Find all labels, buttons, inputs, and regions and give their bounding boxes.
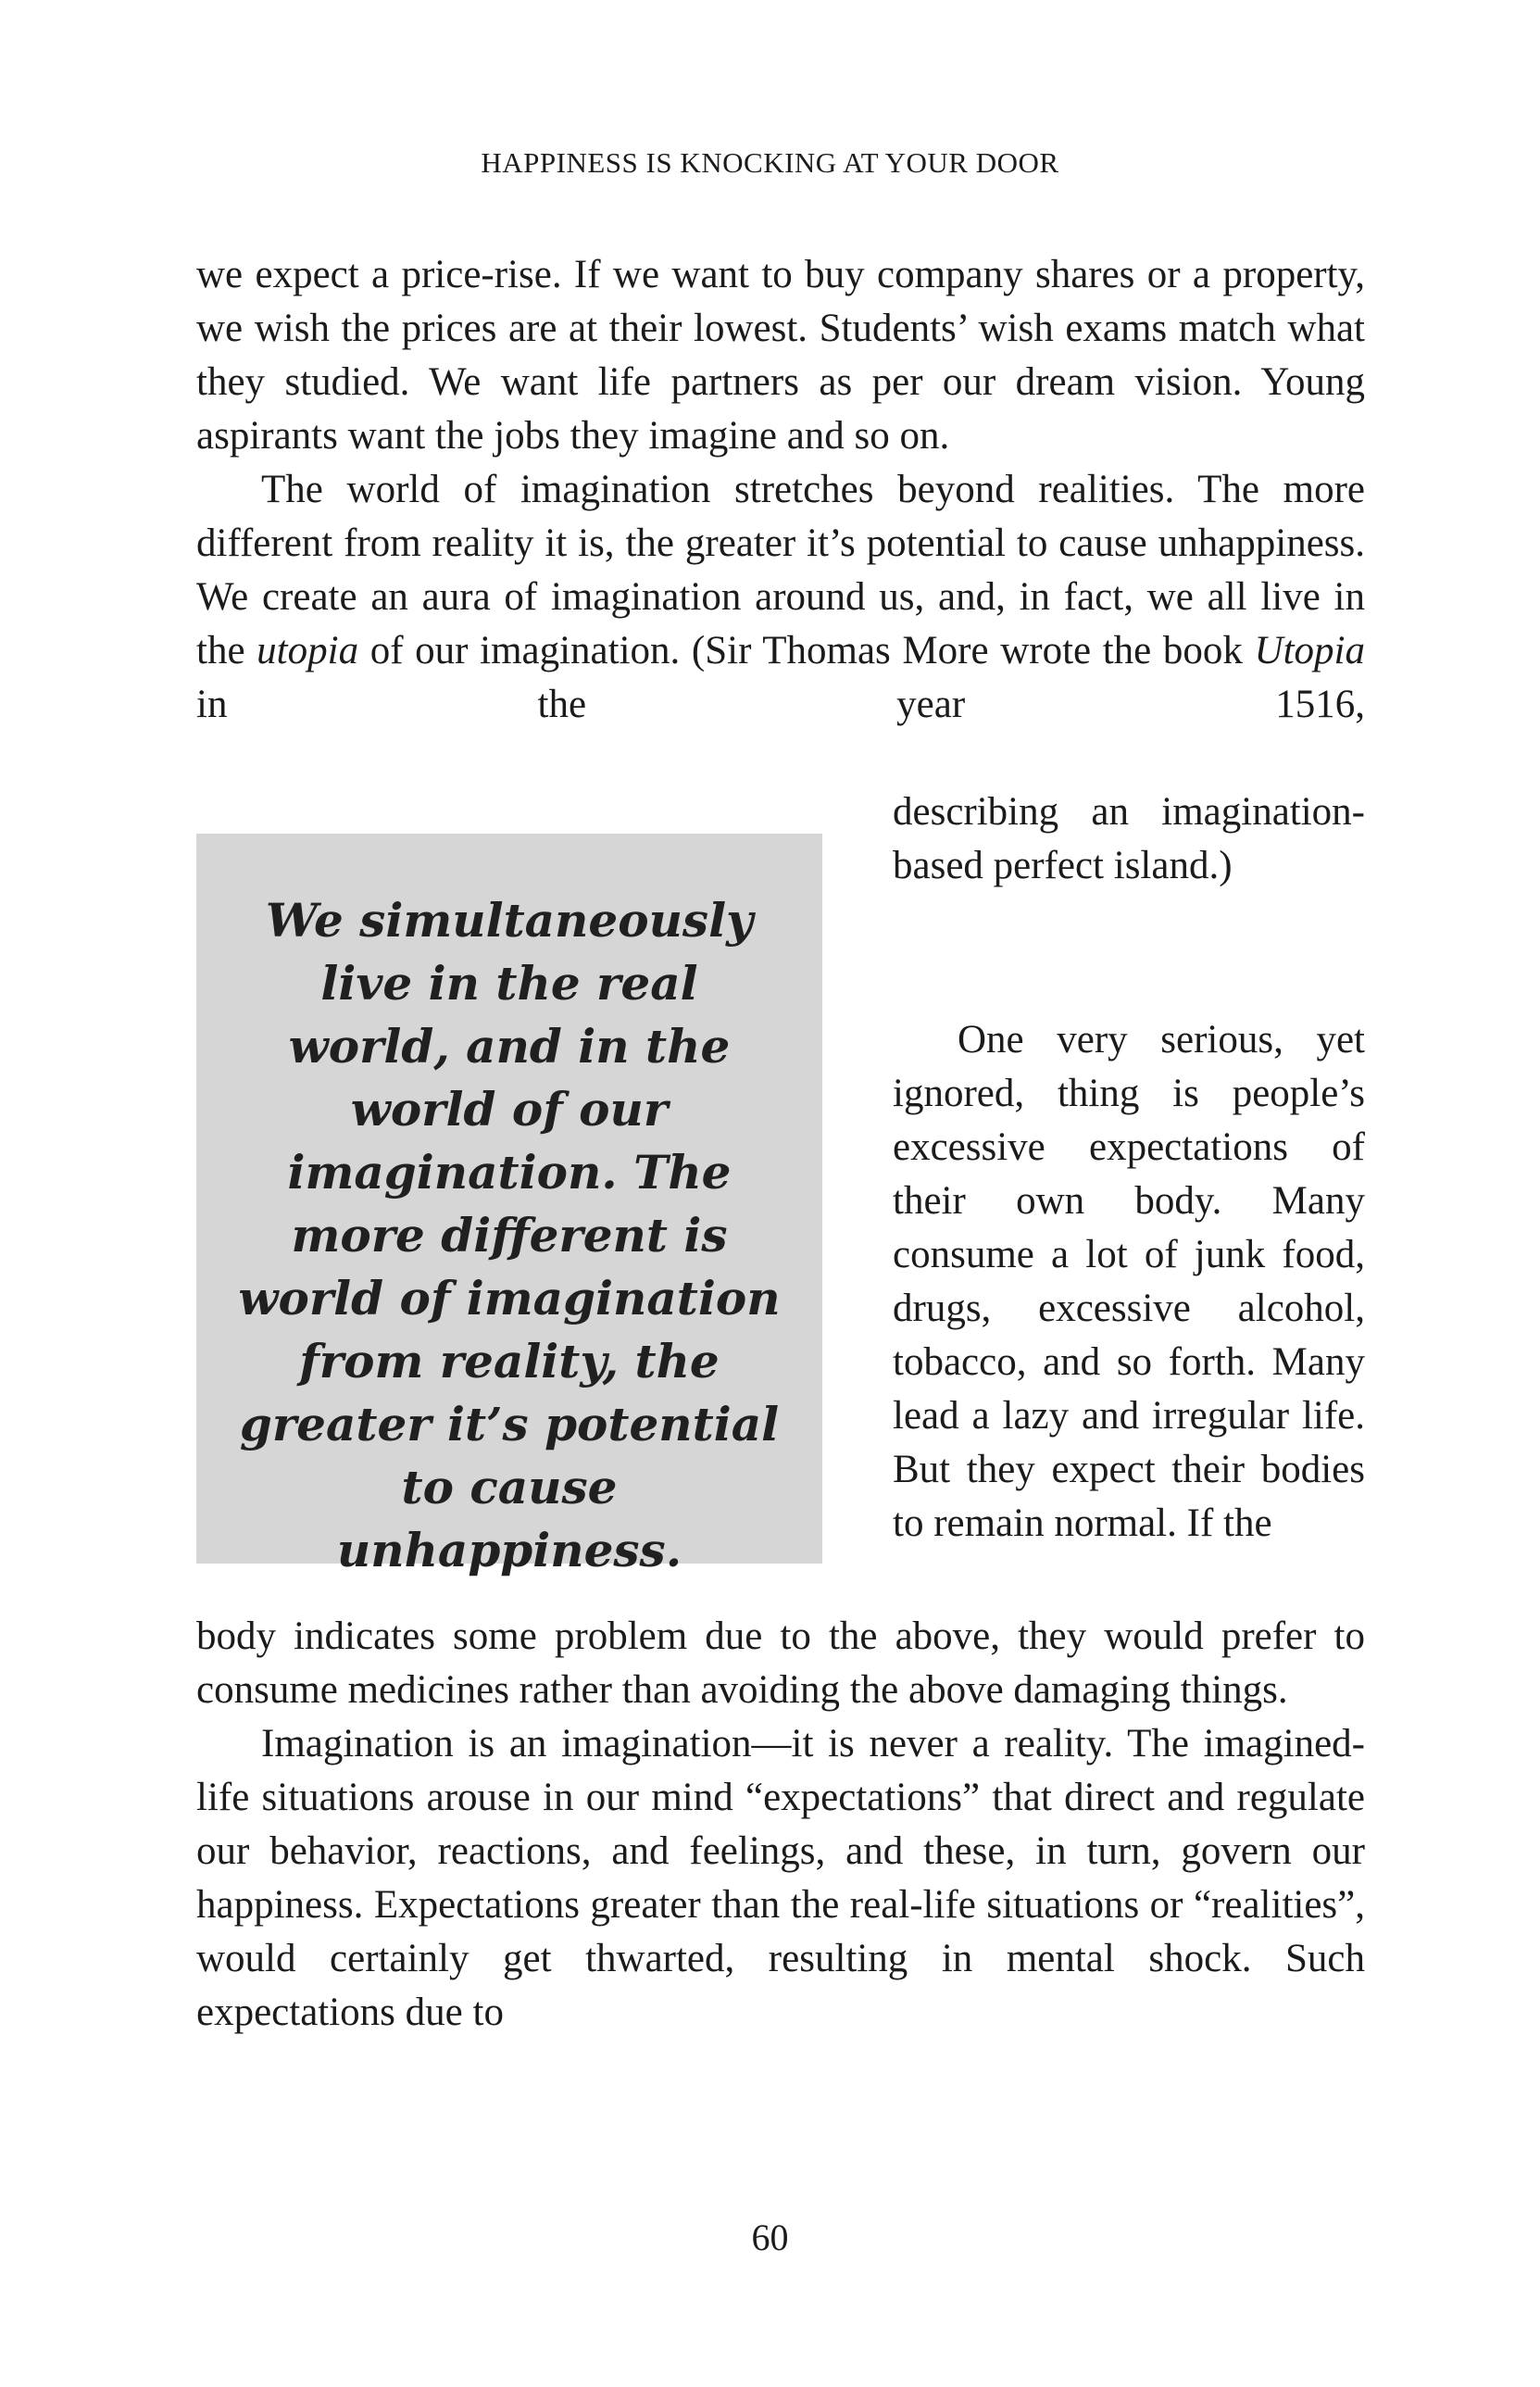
paragraph-3: One very serious, yet ignored, thing is people’s excessive expectations of their own body. Many consume a lot of junk food, drugs, excessive alcohol, tobacco, and so forth. Many lead a lazy and irregular life. But they expect their bodies to remain normal. If the	[893, 1018, 1365, 1545]
paragraph-2-continued: describing an imagination-based perfect island.)	[893, 790, 1365, 887]
paragraph-2-part-c: in the year 1516,	[196, 683, 1365, 726]
page-number: 60	[751, 2217, 789, 2258]
body-text-top	[196, 248, 1365, 732]
utopia-book-title: Utopia	[1254, 629, 1365, 672]
paragraph-2	[196, 463, 1365, 732]
paragraph-3-end: body indicates some problem due to the above, they would prefer to consume medicines rather than avoiding the above damaging things.	[196, 1614, 1365, 1712]
paragraph-2-part-b: of our imagination. (Sir Thomas More wrote the book	[358, 629, 1255, 672]
paragraph-2-part-a: The world of imagination stretches beyond realities. The more different from reality it is, the greater it’s potential to cause unhappiness. We create an aura of imagination around us, and, in fact, we all live in the	[196, 468, 1365, 672]
utopia-italic: utopia	[257, 629, 359, 672]
pull-quote-text: We simultaneously live in the real world, and in the world of our imagination. The more different is world of imagination from reality, the greater it’s potential to cause unhappiness.	[238, 893, 781, 1577]
body-text-bottom	[196, 1610, 1365, 2040]
side-column-paragraph	[893, 1013, 1365, 1551]
running-header: HAPPINESS IS KNOCKING AT YOUR DOOR	[481, 146, 1059, 179]
side-column-continuation	[893, 785, 1365, 893]
paragraph-4: Imagination is an imagination—it is never a reality. The imagined-life situations arouse in our mind “expectations” that direct and regulate our behavior, reactions, and feelings, and these, in turn, govern our happiness. Expectations greater than the real-life situations or “realities”, would certainly get thwarted, resulting in mental shock. Such expectations due to	[196, 1722, 1365, 2034]
pull-quote-box	[196, 834, 822, 1577]
paragraph-1: we expect a price-rise. If we want to buy company shares or a property, we wish the prices are at their lowest. Students’ wish exams match what they studied. We want life partners as per our dream vision. Young aspirants want the jobs they imagine and so on.	[196, 253, 1365, 458]
